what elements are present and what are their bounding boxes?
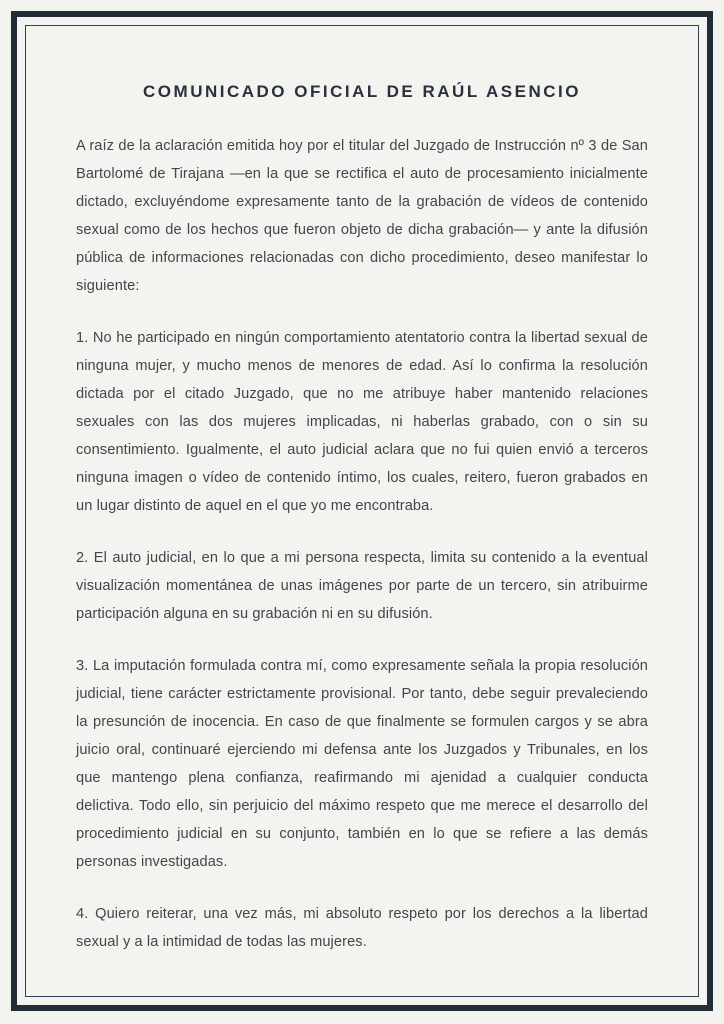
document-outer-border [11, 11, 713, 1011]
paragraph-intro: A raíz de la aclaración emitida hoy por el titular del Juzgado de Instrucción nº 3 de San Bartolomé de Tirajana —en la que se rectifica el auto de procesamiento inicialmente dictado, excluyéndome expresamente tanto de la grabación de vídeos de contenido sexual como de los hechos que fueron objeto de dicha grabación— y ante la difusión pública de informaciones relacionadas con dicho procedimiento, deseo manifestar lo siguiente: [76, 138, 648, 294]
paragraph-point-2: 2. El auto judicial, en lo que a mi persona respecta, limita su contenido a la eventual visualización momentánea de unas imágenes por parte de un tercero, sin atribuirme participación alguna en su grabación ni en su difusión. [76, 550, 648, 622]
document-body [26, 26, 698, 996]
paragraph-point-3: 3. La imputación formulada contra mí, como expresamente señala la propia resolución judicial, tiene carácter estrictamente provisional. Por tanto, debe seguir prevaleciendo la presunción de inocencia. En caso de que finalmente se formulen cargos y se abra juicio oral, continuaré ejerciendo mi defensa ante los Juzgados y Tribunales, en los que mantengo plena confianza, reafirmando mi ajenidad a cualquier conducta delictiva. Todo ello, sin perjuicio del máximo respeto que me merece el desarrollo del procedimiento judicial en su conjunto, también en lo que se refiere a las demás personas investigadas. [76, 658, 648, 870]
paragraph-point-1: 1. No he participado en ningún comportamiento atentatorio contra la libertad sexual de ninguna mujer, y mucho menos de menores de edad. Así lo confirma la resolución dictada por el citado Juzgado, que no me atribuye haber mantenido relaciones sexuales con las dos mujeres implicadas, ni haberlas grabado, con o sin su consentimiento. Igualmente, el auto judicial aclara que no fui quien envió a terceros ninguna imagen o vídeo de contenido íntimo, los cuales, reitero, fueron grabados en un lugar distinto de aquel en el que yo me encontraba. [76, 330, 648, 514]
document-inner-border [25, 25, 699, 997]
paragraph-point-4: 4. Quiero reiterar, una vez más, mi absoluto respeto por los derechos a la libertad sexual y a la intimidad de todas las mujeres. [76, 906, 648, 950]
document-title: COMUNICADO OFICIAL DE RAÚL ASENCIO [143, 82, 581, 101]
